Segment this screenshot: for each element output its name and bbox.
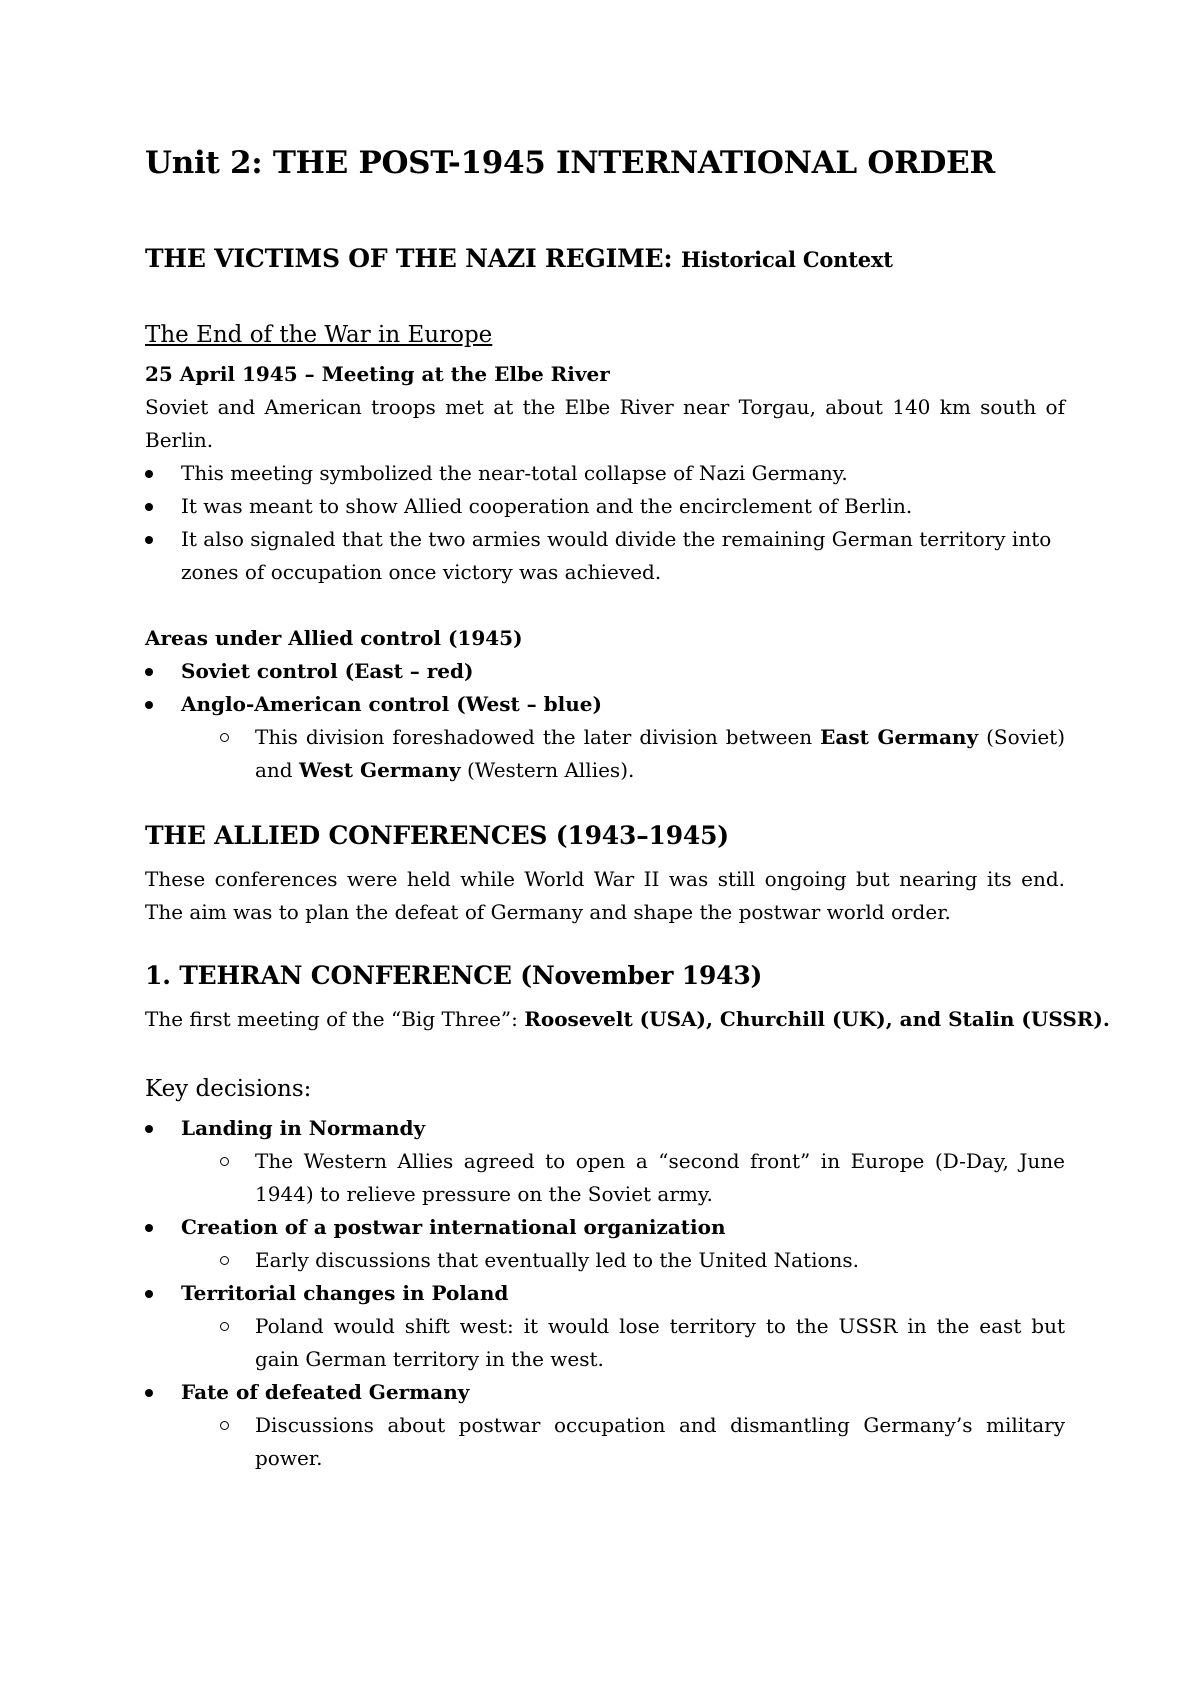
tehran-intro (145, 1003, 1110, 1036)
areas-title: Areas under Allied control (1945) (145, 626, 523, 650)
list-item (181, 490, 1065, 523)
decision-title: Landing in Normandy (181, 1116, 426, 1140)
west-germany-label: West Germany (298, 758, 461, 782)
list-item (181, 655, 1065, 688)
list-item (181, 1376, 1065, 1409)
bullet-text: Anglo-American control (West – blue) (181, 692, 602, 716)
bullet-icon (145, 1224, 153, 1232)
circle-bullet-icon (220, 1256, 229, 1265)
key-decisions-heading: Key decisions: (145, 1076, 312, 1102)
bullet-icon (145, 470, 153, 478)
bullet-icon (145, 701, 153, 709)
circle-bullet-icon (220, 1421, 229, 1430)
sub-list-item (255, 1409, 1065, 1475)
section-heading-tehran: 1. TEHRAN CONFERENCE (November 1943) (145, 961, 763, 990)
east-germany-label: East Germany (820, 725, 979, 749)
bullet-icon (145, 503, 153, 511)
list-item (181, 688, 1065, 721)
bullet-icon (145, 1389, 153, 1397)
sub-list-item (255, 1244, 1065, 1277)
circle-bullet-icon (220, 1322, 229, 1331)
circle-bullet-icon (220, 1157, 229, 1166)
bullet-text: It also signaled that the two armies would divide the remaining German territory into zones of occupation once victory was achieved. (181, 527, 1052, 584)
conferences-text: These conferences were held while World War II was still ongoing but nearing its end. The aim was to plan the defeat of Germany and shape the postwar world order. (145, 867, 1065, 924)
decision-title: Territorial changes in Poland (181, 1281, 509, 1305)
list-item (181, 523, 1065, 589)
section-heading-victims (145, 244, 893, 273)
decision-title: Fate of defeated Germany (181, 1380, 470, 1404)
decision-title: Creation of a postwar international organization (181, 1215, 726, 1239)
list-item (181, 1277, 1065, 1310)
section-heading-conferences: THE ALLIED CONFERENCES (1943–1945) (145, 821, 729, 850)
bullet-icon (145, 1290, 153, 1298)
circle-bullet-icon (220, 733, 229, 742)
decision-detail: Discussions about postwar occupation and dismantling Germany’s military power. (255, 1413, 1065, 1470)
list-item (181, 1211, 1065, 1244)
division-text-2: (Soviet) and (255, 725, 1066, 782)
sub-list-item (255, 721, 1065, 787)
decision-detail: The Western Allies agreed to open a “second front” in Europe (D-Day, June 1944) to relieve pressure on the Soviet army. (255, 1149, 1065, 1206)
bullet-icon (145, 1125, 153, 1133)
sub-list-item (255, 1145, 1065, 1211)
big-three-names: Roosevelt (USA), Churchill (UK), and Stalin (USSR). (524, 1007, 1110, 1031)
bullet-icon (145, 536, 153, 544)
heading-suffix: Historical Context (680, 247, 893, 272)
list-item (181, 1112, 1065, 1145)
bullet-icon (145, 668, 153, 676)
heading-main: THE VICTIMS OF THE NAZI REGIME: (145, 244, 673, 273)
sub-list-item (255, 1310, 1065, 1376)
bullet-text: It was meant to show Allied cooperation and the encirclement of Berlin. (181, 494, 913, 518)
tehran-intro-text: The first meeting of the “Big Three”: (145, 1007, 525, 1031)
event-text: Soviet and American troops met at the Elbe River near Torgau, about 140 km south of Berlin. (145, 395, 1065, 452)
bullet-text: This meeting symbolized the near-total collapse of Nazi Germany. (181, 461, 848, 485)
bullet-text: Soviet control (East – red) (181, 659, 474, 683)
decision-detail: Poland would shift west: it would lose territory to the USSR in the east but gain German territory in the west. (255, 1314, 1065, 1371)
page-title: Unit 2: THE POST-1945 INTERNATIONAL ORDER (145, 145, 995, 181)
division-text-1: This division foreshadowed the later division between (255, 725, 821, 749)
decision-detail: Early discussions that eventually led to the United Nations. (255, 1248, 860, 1272)
subheading-end-of-war: The End of the War in Europe (145, 322, 493, 348)
event-title: 25 April 1945 – Meeting at the Elbe River (145, 362, 610, 386)
list-item (181, 457, 1065, 490)
division-text-3: (Western Allies). (460, 758, 635, 782)
